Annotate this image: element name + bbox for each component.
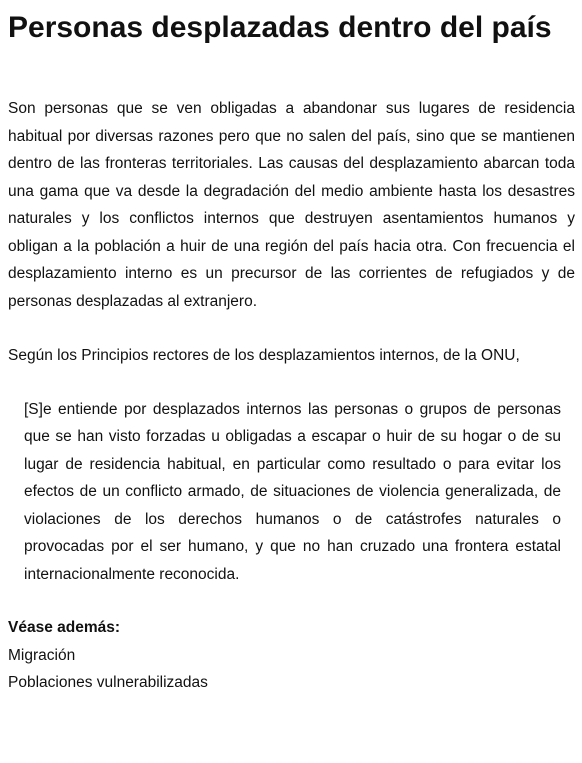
article [8,0,575,697]
see-also-list [8,642,575,697]
see-also-item-poblaciones-vulnerabilizadas[interactable]: Poblaciones vulnerabilizadas [8,674,208,691]
page-title: Personas desplazadas dentro del país [8,11,552,44]
intro-paragraph: Son personas que se ven obligadas a abandonar sus lugares de residencia habitual por diversas razones pero que no salen del país, sino que se mantienen dentro de las fronteras territoriales. Las causas del desplazamiento abarcan toda una gama que va desde la degradación del medio ambiente hasta los desastres naturales y los conflictos internos que destruyen asentamientos humanos y obligan a la población a huir de una región del país hacia otra. Con frecuencia el desplazamiento interno es un precursor de las corrientes de refugiados y de personas desplazadas al extranjero. [8,100,575,310]
definition-quote [24,396,561,589]
quote-text: [S]e entiende por desplazados internos las personas o grupos de personas que se han visto forzadas u obligadas a escapar o huir de su hogar o de su lugar de residencia habitual, en particular como resultado o para evitar los efectos de un conflicto armado, de situaciones de violencia generalizada, de violaciones de los derechos humanos o de catástrofes naturales o provocadas por el ser humano, y que no han cruzado una frontera estatal internacionalmente reconocida. [24,400,561,583]
see-also-item-migracion[interactable]: Migración [8,646,76,664]
source-line: Según los Principios rectores de los desplazamientos internos, de la ONU, [8,347,520,364]
see-also-label: Véase además: [8,619,121,636]
